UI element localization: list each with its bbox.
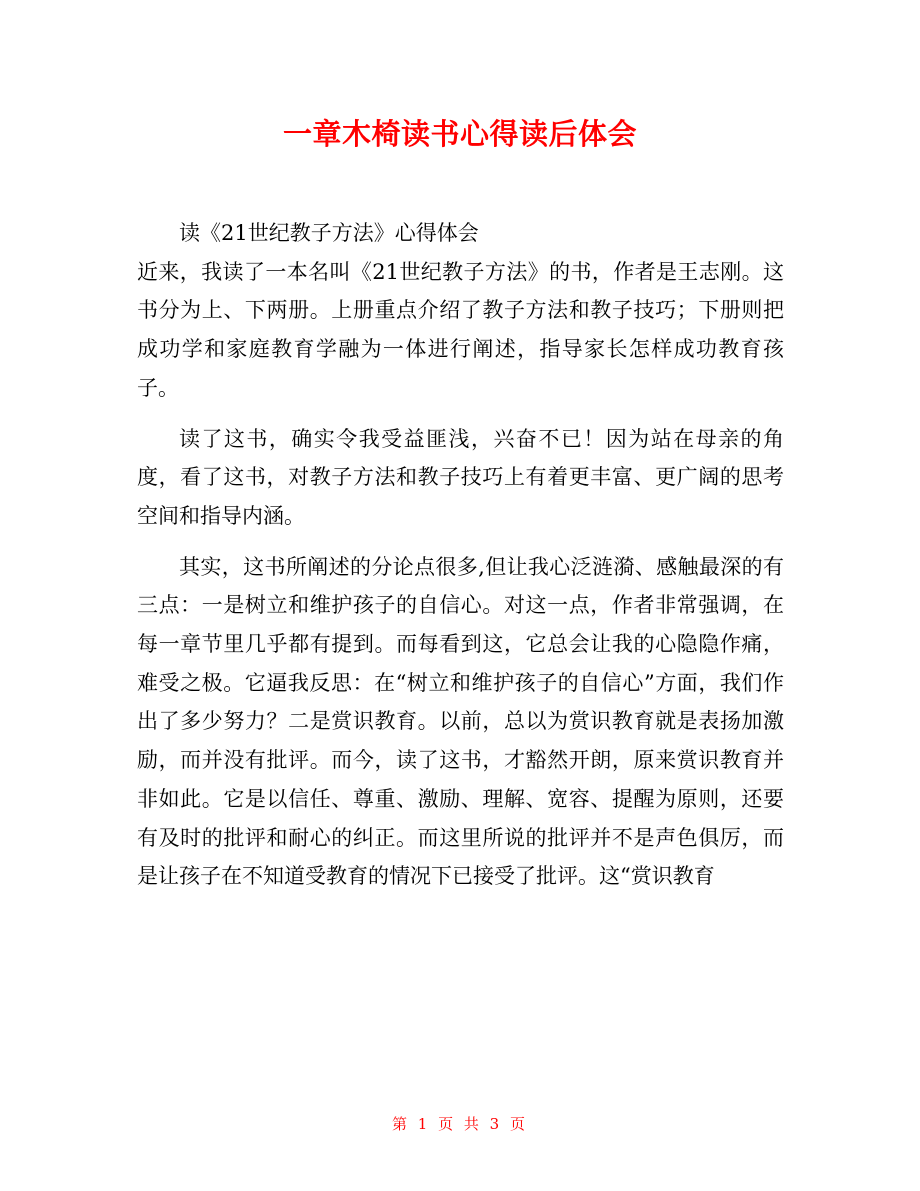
page-number-footer: 第 1 页 共 3 页: [392, 1115, 528, 1133]
body-paragraph-1: 近来，我读了一本名叫《21世纪教子方法》的书，作者是王志刚。这书分为上、下两册。上册重点介绍了教子方法和教子技巧；下册则把成功学和家庭教育学融为一体进行阐述，指导家长怎样成功教育孩子。: [137, 259, 784, 400]
subheading-paragraph: 读《21世纪教子方法》心得体会: [179, 221, 479, 245]
document-title: 一章木椅读书心得读后体会: [282, 117, 637, 151]
document-body: [137, 214, 784, 896]
body-paragraph-3: 其实，这书所阐述的分论点很多,但让我心泛涟漪、感触最深的有三点：一是树立和维护孩子的自信心。对这一点，作者非常强调，在每一章节里几乎都有提到。而每看到这，它总会让我的心隐隐作痛，难受之极。它逼我反思：在“树立和维护孩子的自信心”方面，我们作出了多少努力？二是赏识教育。以前，总以为赏识教育就是表扬加激励，而并没有批评。而今，读了这书，才豁然开朗，原来赏识教育并非如此。它是以信任、尊重、激励、理解、宽容、提醒为原则，还要有及时的批评和耐心的纠正。而这里所说的批评并不是声色俱厉，而是让孩子在不知道受教育的情况下已接受了批评。这“赏识教育: [137, 554, 784, 889]
body-paragraph-2: 读了这书，确实令我受益匪浅，兴奋不已！因为站在母亲的角度，看了这书，对教子方法和教子技巧上有着更丰富、更广阔的思考空间和指导内涵。: [137, 426, 784, 528]
